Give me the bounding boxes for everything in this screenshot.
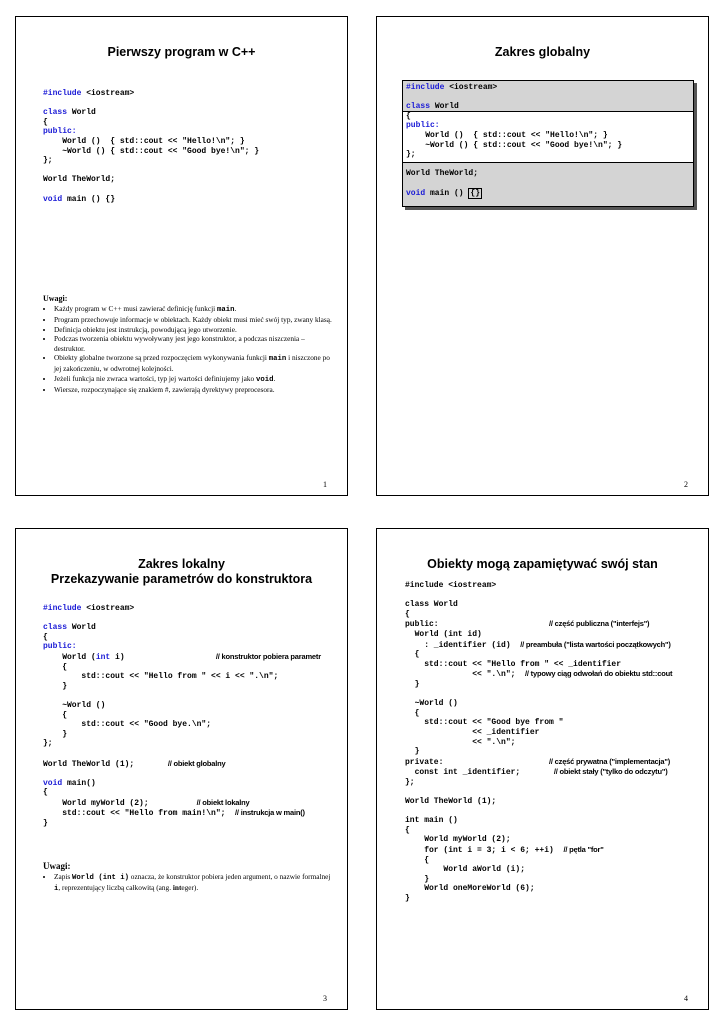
code-text: World () { std::cout << "Hello!\n"; } <box>43 136 245 146</box>
code-text: }; <box>43 156 53 166</box>
code-comment: // preambuła ("lista wartości początkowych") <box>520 639 671 649</box>
code-text: World TheWorld; <box>43 175 116 185</box>
slide-title-line: Zakres lokalny <box>138 557 225 571</box>
code-comment: // typowy ciąg odwołań do obiektu std::cout <box>525 669 673 679</box>
slide-title: Obiekty mogą zapamiętywać swój stan <box>427 557 658 571</box>
note-item: • Podczas tworzenia obiektu wywoływany jest jego konstruktor, a podczas niszczenia – destruktor. <box>54 334 333 353</box>
note-item: • Definicja obiektu jest instrukcją, powodującą jego utworzenie. <box>54 325 333 334</box>
note-item: • Każdy program w C++ musi zawierać definicję funkcji main. <box>54 304 333 315</box>
slide-3 <box>15 528 348 1010</box>
page-number: 4 <box>684 994 688 1003</box>
code-keyword: #include <box>43 89 82 98</box>
notes <box>43 294 333 395</box>
code-block <box>43 89 259 204</box>
code-text: ~World () { std::cout << "Good bye!\n"; } <box>43 146 260 156</box>
page-number: 3 <box>323 994 327 1003</box>
page-number: 1 <box>323 480 327 489</box>
slide-title-line: Przekazywanie parametrów do konstruktora <box>50 572 313 586</box>
note-item: • Wiersze, rozpoczynające się znakiem #, zawierają dyrektywy preprocesora. <box>54 385 333 394</box>
code-keyword: public: <box>43 127 77 137</box>
code-text: { <box>43 117 48 127</box>
code-keyword: void <box>43 194 63 204</box>
code-text: main () {} <box>62 194 116 204</box>
code-comment: // obiekt stały ("tylko do odczytu") <box>553 767 668 777</box>
code-block: #include <iostream> class World { public: World () { std::cout << "Hello!\n"; } ~World () { std::cout << "Good bye!\n"; } }; World TheWorld; void main () {} <box>406 83 623 198</box>
notes-title: Uwagi: <box>43 294 68 303</box>
page-number: 2 <box>684 480 688 489</box>
code-text: World <box>67 108 96 118</box>
slide-title: Zakres globalny <box>494 45 591 59</box>
code-comment: // instrukcja w main() <box>235 808 305 818</box>
main-body-highlight: {} <box>470 188 481 198</box>
note-item: • Jeżeli funkcja nie zwraca wartości, typ jej wartości definiujemy jako void. <box>54 374 333 385</box>
code-keyword: class <box>43 108 68 118</box>
code-text: <iostream> <box>81 89 135 98</box>
code-comment: // część prywatna ("implementacja") <box>549 756 671 766</box>
notes-list <box>43 872 333 895</box>
slide-title <box>16 557 347 587</box>
code-comment: // obiekt lokalny <box>196 797 250 807</box>
code-comment: // część publiczna ("interfejs") <box>549 619 650 629</box>
note-item: • Zapis World (int i) oznacza, że konstruktor pobiera jeden argument, o nazwie formalnej i, reprezentujący liczbą całkowitą (ang. integer). <box>54 872 333 895</box>
notes <box>43 861 333 895</box>
notes-list <box>43 304 333 395</box>
note-item: • Program przechowuje informacje w obiektach. Każdy obiekt musi mieć swój typ, zwany klasą. <box>54 315 333 324</box>
slide-2 <box>376 16 709 496</box>
slide-1 <box>15 16 348 496</box>
code-block: #include <iostream> class World { public: World (int i) // konstruktor pobiera parametr { std::cout << "Hello from " << i << ".\n"; } ~World () { std::cout << "Good bye.\n"; } }; World TheWorld (1); // obiekt globalny void main() { World myWorld (2); // obiekt lokalny std::cout << "Hello from main!\n"; // instrukcja w main() } <box>43 604 321 829</box>
code-comment: // pętla "for" <box>563 845 604 855</box>
code-comment: // konstruktor pobiera parametr <box>215 651 321 661</box>
slide-4 <box>376 528 709 1010</box>
global-scope-code-box <box>402 80 694 207</box>
slide-title: Pierwszy program w C++ <box>107 45 256 59</box>
code-comment: // obiekt globalny <box>167 758 226 768</box>
note-item: • Obiekty globalne tworzone są przed rozpoczęciem wykonywania funkcji main i niszczone po jej zakończeniu, w odwrotnej kolejności. <box>54 353 333 374</box>
notes-title: Uwagi: <box>43 861 71 871</box>
code-block: #include <iostream> class World { public: // część publiczna ("interfejs") World (int id) : _identifier (id) // preambuła ("lista wartości początkowych") { std::cout << "Hello from " << _identifier << ".\n"; // typowy ciąg odwołań do obiektu std::cout } ~World () { std::cout << "Good bye from " << _identifier << ".\n"; } private: // część prywatna ("implementacja") const int _identifier; // obiekt stały ("tylko do odczytu") }; World TheWorld (1); int main () { World myWorld (2); for (int i = 3; i < 6; ++i) // pętla "for" { World aWorld (i); } World oneMoreWorld (6); } <box>405 581 673 903</box>
